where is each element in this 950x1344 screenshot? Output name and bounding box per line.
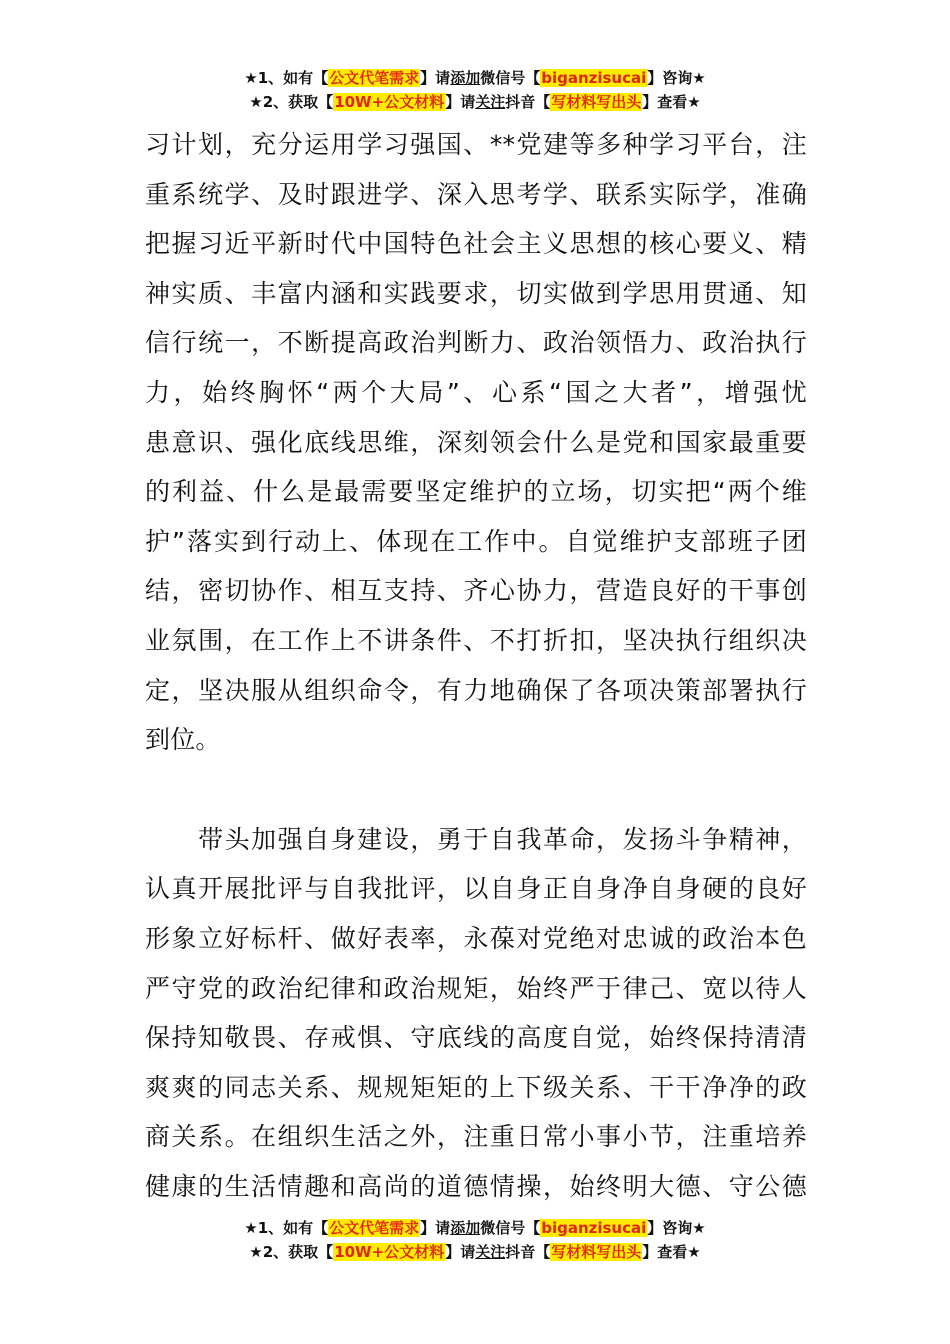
- text-line: 重系统学、及时跟进学、深入思考学、联系实际学，准确: [145, 179, 807, 209]
- text-line: 认真开展批评与自我批评，以自身正自身净自身硬的良好: [145, 874, 807, 904]
- banner-line-1: ★1、如有【公文代笔需求】请添加微信号【biganzisucai】咨询★: [244, 69, 706, 87]
- text-line: 健康的生活情趣和高尚的道德情操，始终明大德、守公德: [145, 1171, 807, 1201]
- highlight-wechat-id: biganzisucai: [541, 69, 647, 87]
- text-line: 患意识、强化底线思维，深刻领会什么是党和国家最重要: [145, 427, 807, 457]
- text-line: 带头加强自身建设，勇于自我革命，发扬斗争精神，: [145, 824, 807, 854]
- paragraph-gap: [145, 765, 807, 815]
- text-line: 信行统一，不断提高政治判断力、政治领悟力、政治执行: [145, 328, 807, 358]
- banner-line-2: ★2、获取【10W+公文材料】请关注抖音【写材料写出头】查看★: [249, 1243, 701, 1261]
- banner-line-2: ★2、获取【10W+公文材料】请关注抖音【写材料写出头】查看★: [249, 93, 701, 111]
- text-line: 商关系。在组织生活之外，注重日常小事小节，注重培养: [145, 1122, 807, 1152]
- text-line: 习计划，充分运用学习强国、**党建等多种学习平台，注: [145, 130, 807, 159]
- text-line: 护”落实到行动上、体现在工作中。自觉维护支部班子团: [145, 526, 807, 556]
- highlight-materials: 10W+公文材料: [334, 1243, 445, 1261]
- highlight-service: 公文代笔需求: [329, 1219, 420, 1237]
- paragraph-2: [145, 815, 807, 1212]
- header-banner: [0, 66, 950, 114]
- text-line: 形象立好标杆、做好表率，永葆对党绝对忠诚的政治本色: [145, 923, 807, 953]
- banner-line-1: ★1、如有【公文代笔需求】请添加微信号【biganzisucai】咨询★: [244, 1219, 706, 1237]
- text-line: 把握习近平新时代中国特色社会主义思想的核心要义、精: [145, 229, 807, 259]
- footer-banner: [0, 1216, 950, 1264]
- text-line: 保持知敬畏、存戒惧、守底线的高度自觉，始终保持清清: [145, 1023, 807, 1053]
- highlight-materials: 10W+公文材料: [334, 93, 445, 111]
- text-line: 到位。: [145, 725, 221, 755]
- highlight-wechat-id: biganzisucai: [541, 1219, 647, 1237]
- highlight-douyin-account: 写材料写出头: [551, 93, 642, 111]
- text-line: 爽爽的同志关系、规规矩矩的上下级关系、干干净净的政: [145, 1072, 807, 1102]
- text-line: 结，密切协作、相互支持、齐心协力，营造良好的干事创: [145, 576, 807, 606]
- text-line: 定，坚决服从组织命令，有力地确保了各项决策部署执行: [145, 675, 807, 705]
- document-body: [145, 120, 807, 1211]
- text-line: 业氛围，在工作上不讲条件、不打折扣，坚决执行组织决: [145, 625, 807, 655]
- paragraph-1: [145, 120, 807, 765]
- text-line: 严守党的政治纪律和政治规矩，始终严于律己、宽以待人: [145, 973, 807, 1003]
- highlight-service: 公文代笔需求: [329, 69, 420, 87]
- highlight-douyin-account: 写材料写出头: [551, 1243, 642, 1261]
- text-line: 力，始终胸怀“两个大局”、心系“国之大者”，增强忧: [145, 377, 807, 407]
- text-line: 的利益、什么是最需要坚定维护的立场，切实把“两个维: [145, 477, 807, 507]
- text-line: 神实质、丰富内涵和实践要求，切实做到学思用贯通、知: [145, 278, 807, 308]
